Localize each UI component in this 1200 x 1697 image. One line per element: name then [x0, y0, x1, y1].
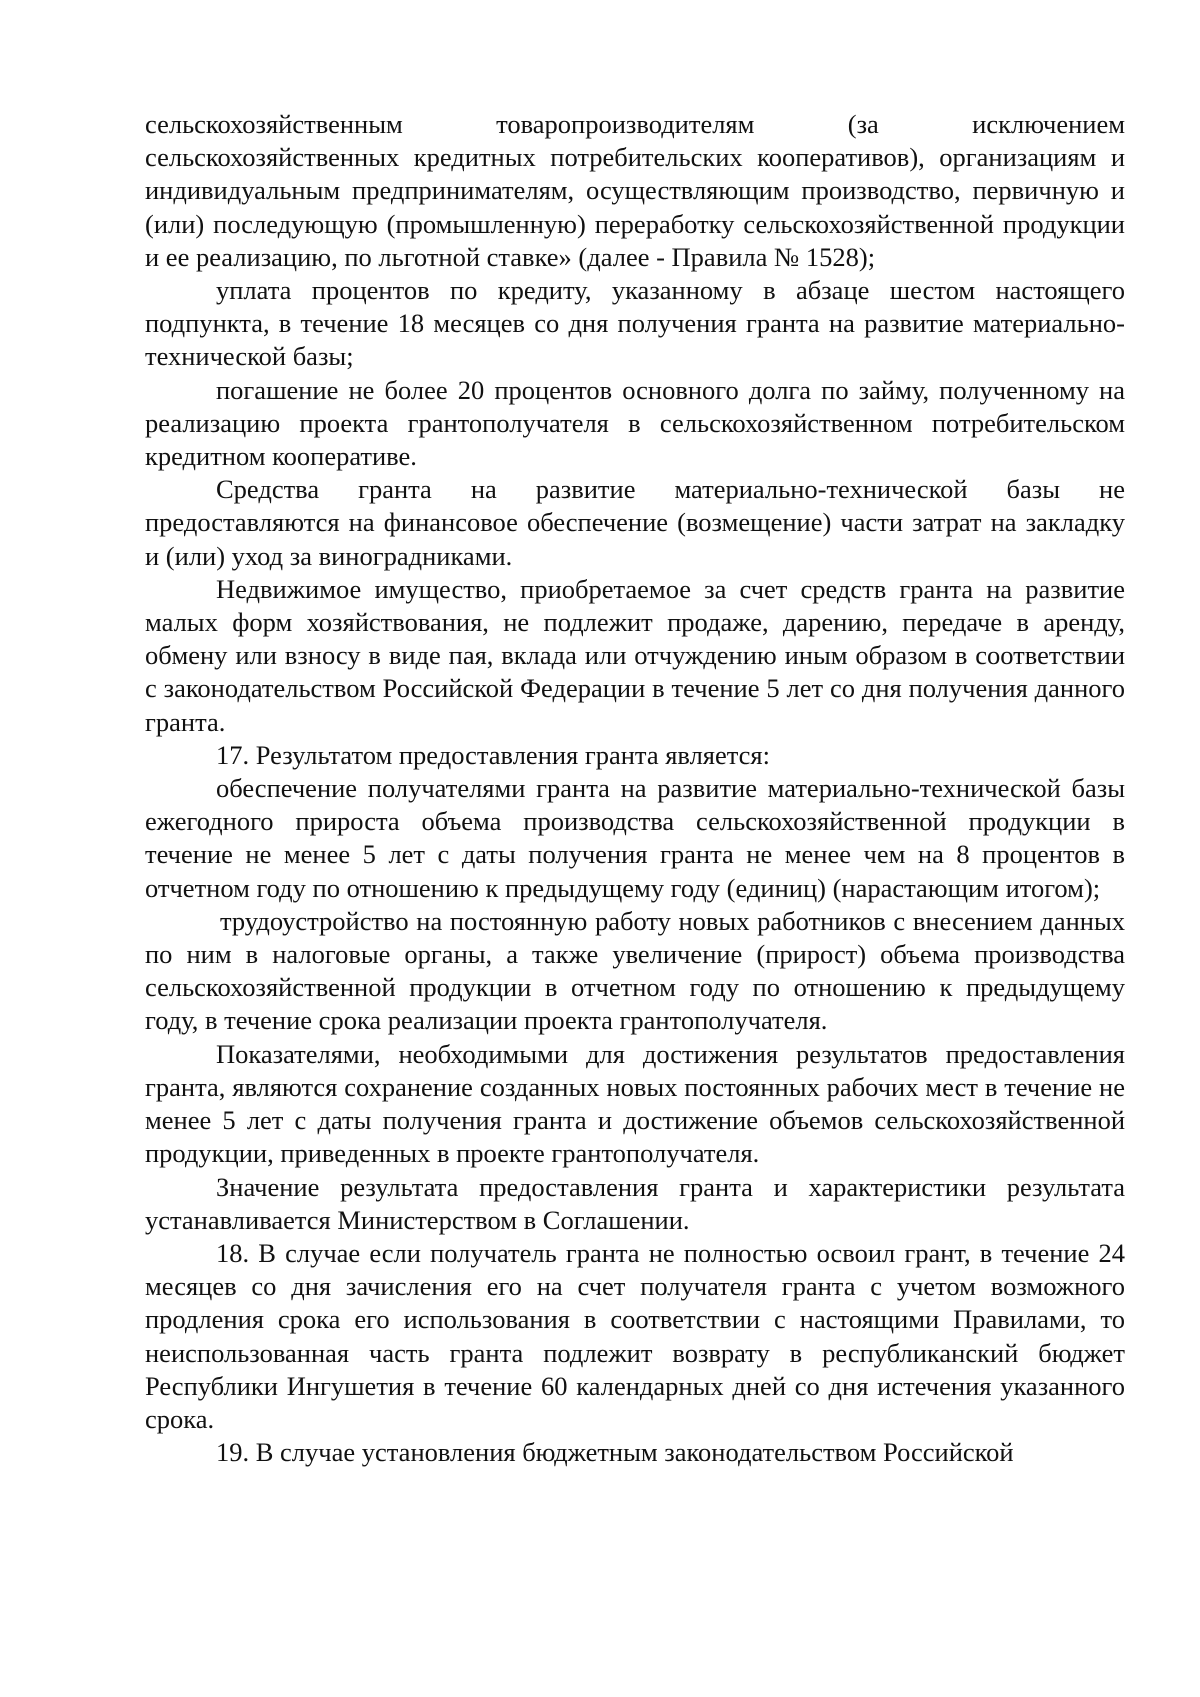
document-body [145, 108, 1125, 1469]
paragraph-employment: трудоустройство на постоянную работу новых работников с внесением данных по ним в налоговые органы, а также увеличение (прирост) объема производства сельскохозяйственной продукции в отчетном году по отношению к предыдущему году, в течение срока реализации проекта грантополучателя. [145, 905, 1125, 1036]
paragraph-rules-1528-continuation: сельскохозяйственным товаропроизводителям (за исключением сельскохозяйственных кредитных потребительских кооперативов), организациям и индивидуальным предпринимателям, осуществляющим производство, первичную и (или) последующую (промышленную) переработку сельскохозяйственной продукции и ее реализацию, по льготной ставке» (далее - Правила № 1528); [145, 109, 1125, 272]
paragraph-interest-payment: уплата процентов по кредиту, указанному в абзаце шестом настоящего подпункта, в течение 18 месяцев со дня получения гранта на развитие материально-технической базы; [145, 275, 1125, 372]
paragraph-loan-repayment: погашение не более 20 процентов основного долга по займу, полученному на реализацию проекта грантополучателя в сельскохозяйственном потребительском кредитном кооперативе. [145, 374, 1125, 472]
paragraph-vineyard-exclusion: Средства гранта на развитие материально-технической базы не предоставляются на финансовое обеспечение (возмещение) части затрат на закладку и (или) уход за виноградниками. [145, 474, 1125, 571]
paragraph-clause-17-heading: 17. Результатом предоставления гранта является: [216, 739, 770, 770]
paragraph-clause-18: 18. В случае если получатель гранта не полностью освоил грант, в течение 24 месяцев со дня зачисления его на счет получателя гранта с учетом возможного продления срока его использования в соответствии с настоящими Правилами, то неиспользованная часть гранта подлежит возврату в республиканский бюджет Республики Ингушетия в течение 60 календарных дней со дня истечения указанного срока. [145, 1237, 1125, 1434]
paragraph-production-growth: обеспечение получателями гранта на развитие материально-технической базы ежегодного прироста объема производства сельскохозяйственной продукции в течение не менее 5 лет с даты получения гранта не менее чем на 8 процентов в отчетном году по отношению к предыдущему году (единиц) (нарастающим итогом); [145, 773, 1125, 903]
paragraph-indicators: Показателями, необходимыми для достижения результатов предоставления гранта, являются сохранение созданных новых постоянных рабочих мест в течение не менее 5 лет с даты получения гранта и достижение объемов сельскохозяйственной продукции, приведенных в проекте грантополучателя. [145, 1038, 1125, 1169]
paragraph-clause-19-start: 19. В случае установления бюджетным законодательством Российской [216, 1437, 1014, 1468]
paragraph-real-estate-restriction: Недвижимое имущество, приобретаемое за счет средств гранта на развитие малых форм хозяйствования, не подлежит продаже, дарению, передаче в аренду, обмену или взносу в виде пая, вклада или отчуждению иным образом в соответствии с законодательством Российской Федерации в течение 5 лет со дня получения данного гранта. [145, 573, 1125, 737]
paragraph-result-value: Значение результата предоставления гранта и характеристики результата устанавливается Министерством в Соглашении. [145, 1171, 1125, 1235]
